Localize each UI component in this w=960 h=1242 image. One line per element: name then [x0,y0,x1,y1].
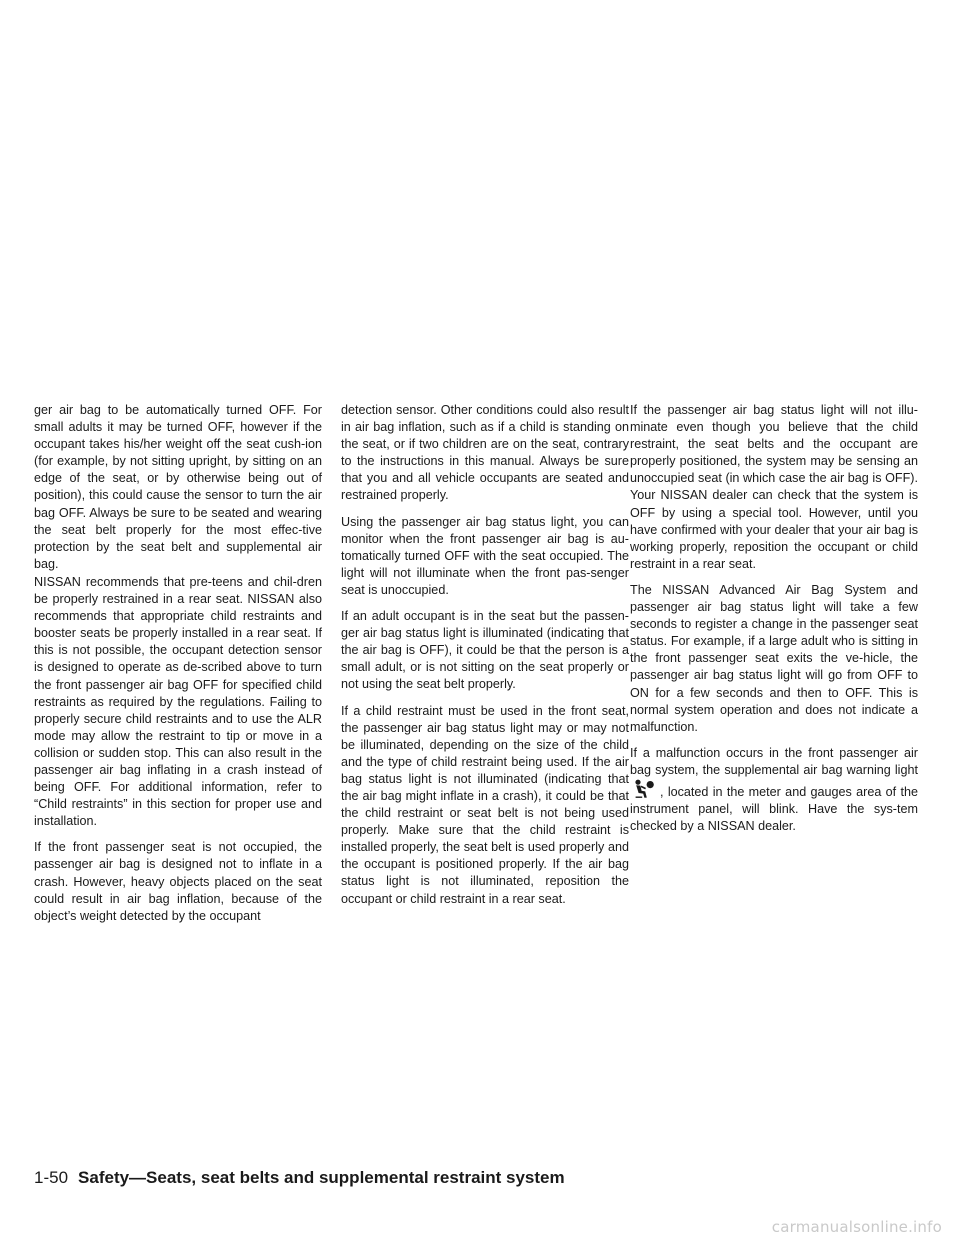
paragraph-text-end: , located in the meter and gauges area of the instrument panel, will blink. Have the sys-tem checked by a NISSAN dealer. [630,784,918,834]
watermark: carmanualsonline.info [771,1218,942,1236]
paragraph: ger air bag to be automatically turned OFF. For small adults it may be turned OFF, however if the occupant takes his/her weight off the seat cush-ion (for example, by not sitting upright, by sitting on an edge of the seat, or by otherwise being out of position), this could cause the sensor to turn the air bag OFF. Always be sure to be seated and wearing the seat belt properly for the most effec-tive protection by the seat belt and supplemental air bag. [34,403,322,571]
page-footer [34,1168,565,1188]
paragraph-with-icon [630,745,918,835]
paragraph: If the passenger air bag status light will not illu-minate even though you believe that the child restraint, the seat belts and the occupant are properly positioned, the system may be sensing an unoccupied seat (in which case the air bag is OFF). Your NISSAN dealer can check that the system is OFF by using a special tool. However, until you have confirmed with your dealer that your air bag is working properly, reposition the occupant or child restraint in a rear seat. [630,403,918,571]
airbag-warning-icon [632,779,656,799]
text-column-2 [341,402,629,917]
paragraph: If an adult occupant is in the seat but the passen-ger air bag status light is illuminated (indicating that the air bag is OFF), it could be that the person is a small adult, or is not sitting on the seat properly or not using the seat belt properly. [341,609,629,692]
text-column-1 [34,402,322,934]
paragraph: The NISSAN Advanced Air Bag System and passenger air bag status light will take a few seconds to register a change in the passenger seat status. For example, if a large adult who is sitting in the front passenger seat exits the ve-hicle, the passenger air bag status light will go from OFF to ON for a few seconds and then to OFF. This is normal system operation and does not indicate a malfunction. [630,582,918,734]
paragraph: Using the passenger air bag status light, you can monitor when the front passenger air bag is au-tomatically turned OFF with the seat occupied. The light will not illuminate when the front pas-senger seat is unoccupied. [341,514,629,597]
paragraph: detection sensor. Other conditions could also result in air bag inflation, such as if a child is standing on the seat, or if two children are on the seat, contrary to the instructions in this manual. Always be sure that you and all vehicle occupants are seated and restrained properly. [341,403,629,503]
paragraph: If a child restraint must be used in the front seat, the passenger air bag status light may or may not be illuminated, depending on the size of the child and the type of child restraint being used. If the air bag status light is not illuminated (indicating that the air bag might inflate in a crash), it could be that the child restraint or seat belt is not being used properly. Make sure that the child restraint is installed properly, the seat belt is used properly and the occupant is positioned properly. If the air bag status light is not illuminated, reposition the occupant or child restraint in a rear seat. [341,703,629,906]
text-column-3 [630,402,918,844]
paragraph-text-start: If a malfunction occurs in the front passenger air bag system, the supplemental air bag warning light [630,745,918,777]
paragraph: NISSAN recommends that pre-teens and chil-dren be properly restrained in a rear seat. NISSAN also recommends that appropriate child restraints and booster seats be properly installed in a rear seat. If this is not possible, the occupant detection sensor is designed to operate as de-scribed above to turn the front passenger air bag OFF for specified child restraints as required by the regulations. Failing to properly secure child restraints and to use the ALR mode may allow the restraint to tip or move in a collision or sudden stop. This can also result in the passenger air bag inflating in a crash instead of being OFF. For additional information, refer to “Child restraints” in this section for proper use and installation. [34,574,322,829]
paragraph: If the front passenger seat is not occupied, the passenger air bag is designed not to inflate in a crash. However, heavy objects placed on the seat could result in air bag inflation, because of the object’s weight detected by the occupant [34,840,322,923]
page-number: 1-50 [34,1168,69,1187]
section-title: Safety—Seats, seat belts and supplemental restraint system [78,1168,565,1187]
